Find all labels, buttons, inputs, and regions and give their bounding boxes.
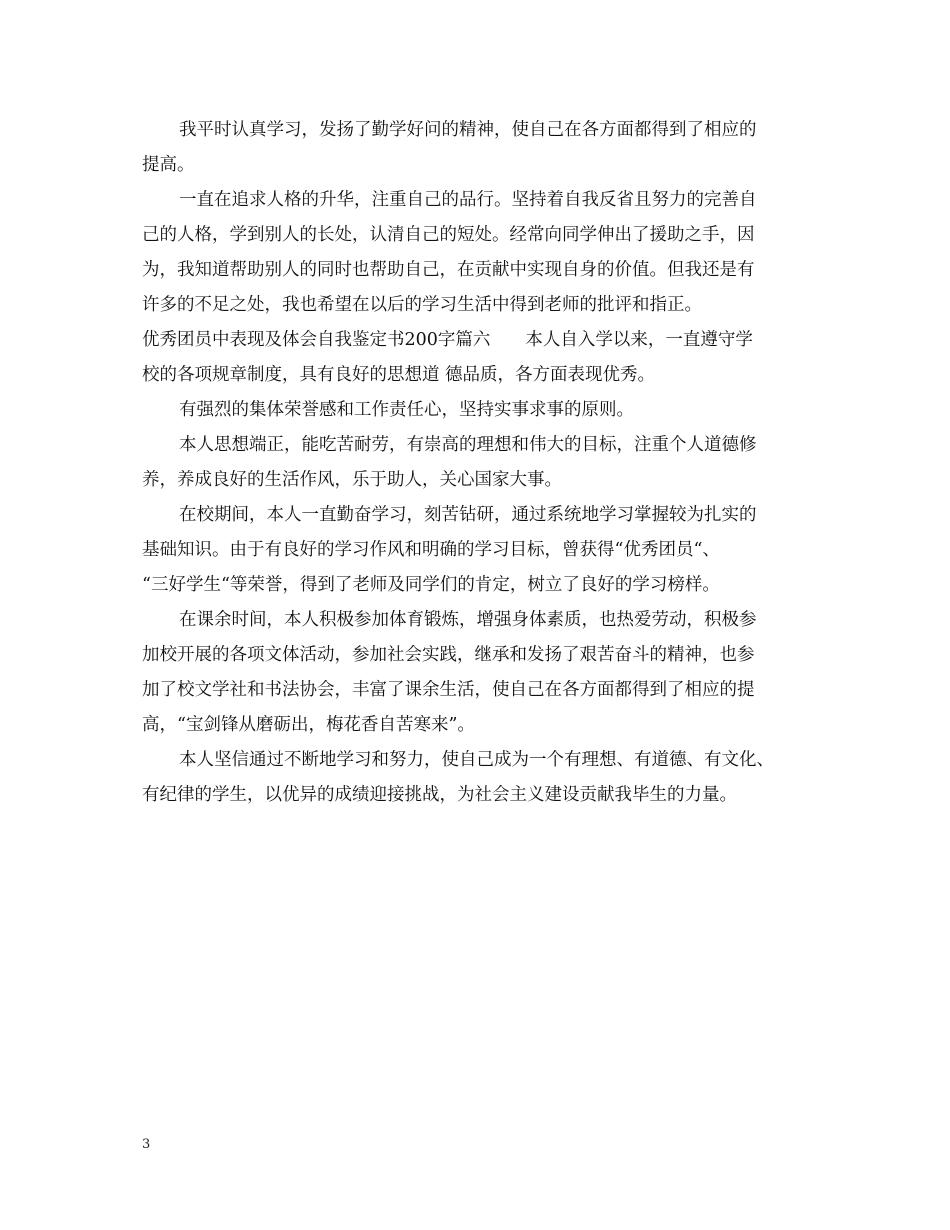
text-line: 本人思想端正，能吃苦耐劳，有崇高的理想和伟大的目标，注重个人道德修 bbox=[179, 435, 757, 455]
text-line: 我平时认真学习，发扬了勤学好问的精神，使自己在各方面都得到了相应的 bbox=[179, 120, 757, 140]
text-line: “三好学生“等荣誉，得到了老师及同学们的肯定，树立了良好的学习榜样。 bbox=[142, 575, 720, 595]
text-line: 养，养成良好的生活作风，乐于助人，关心国家大事。 bbox=[142, 470, 562, 490]
text-line: 校的各项规章制度，具有良好的思想道 德品质，各方面表现优秀。 bbox=[142, 365, 656, 385]
document-body bbox=[142, 113, 812, 813]
text-line: 加了校文学社和书法协会，丰富了课余生活，使自己在各方面都得到了相应的提 bbox=[142, 680, 755, 700]
text-line: 为，我知道帮助别人的同时也帮助自己，在贡献中实现自身的价值。但我还是有 bbox=[142, 260, 755, 280]
text-line: 基础知识。由于有良好的学习作风和明确的学习目标，曾获得“优秀团员“、 bbox=[142, 540, 720, 560]
text-line: 提高。 bbox=[142, 155, 195, 175]
text-line: 在课余时间，本人积极参加体育锻炼，增强身体素质，也热爱劳动，积极参 bbox=[179, 610, 757, 630]
text-line: 有纪律的学生，以优异的成绩迎接挑战，为社会主义建设贡献我毕生的力量。 bbox=[142, 785, 737, 805]
page-number: 3 bbox=[142, 1137, 151, 1152]
text-line: 许多的不足之处，我也希望在以后的学习生活中得到老师的批评和指正。 bbox=[142, 295, 702, 315]
text-line: 高，“宝剑锋从磨砺出，梅花香自苦寒来”。 bbox=[142, 715, 475, 735]
text-line: 有强烈的集体荣誉感和工作责任心，坚持实事求事的原则。 bbox=[179, 400, 634, 420]
text-line: 本人坚信通过不断地学习和努力，使自己成为一个有理想、有道德、有文化、 bbox=[179, 750, 774, 770]
text-line: 己的人格，学到别人的长处，认清自己的短处。经常向同学伸出了援助之手，因 bbox=[142, 225, 755, 245]
section-heading-line: 优秀团员中表现及体会自我鉴定书200字篇六 本人自入学以来，一直遵守学 bbox=[142, 330, 753, 350]
text-line: 一直在追求人格的升华，注重自己的品行。坚持着自我反省且努力的完善自 bbox=[179, 190, 757, 210]
text-line: 加校开展的各项文体活动，参加社会实践，继承和发扬了艰苦奋斗的精神，也参 bbox=[142, 645, 755, 665]
text-line: 在校期间，本人一直勤奋学习，刻苦钻研，通过系统地学习掌握较为扎实的 bbox=[179, 505, 757, 525]
